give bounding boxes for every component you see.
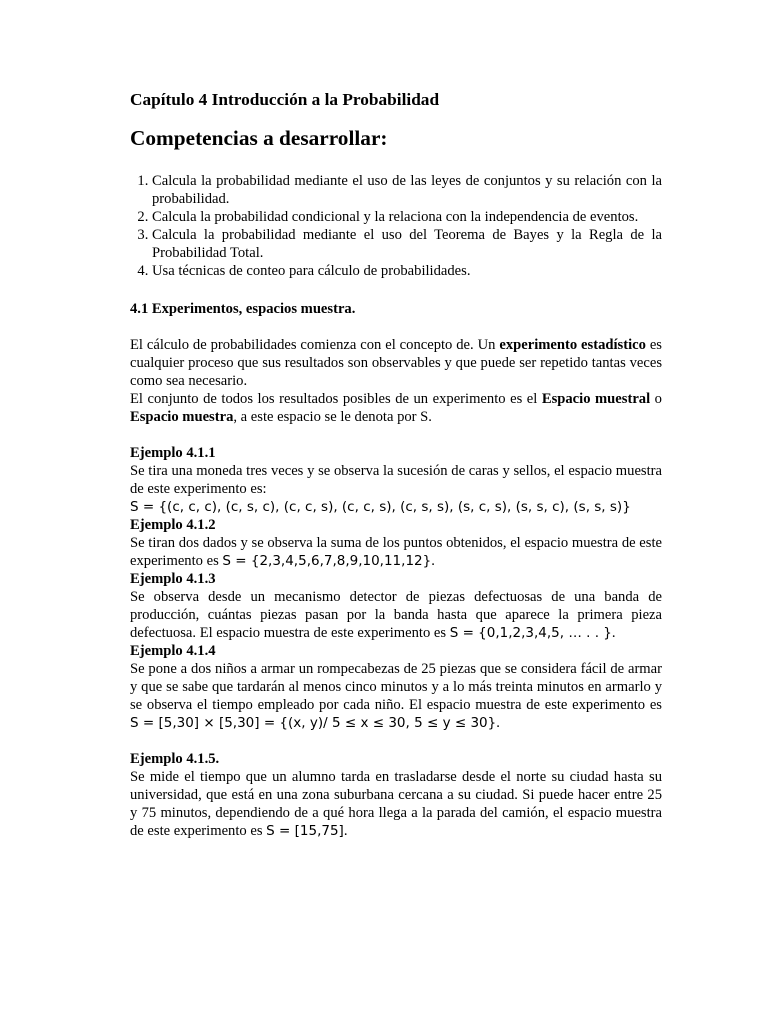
competencias-title: Competencias a desarrollar: — [130, 126, 388, 150]
example-text — [130, 534, 662, 570]
example-math-line — [130, 498, 662, 516]
example-text: Se tira una moneda tres veces y se observa la sucesión de caras y sellos, el espacio muestra de este experimento es: — [130, 463, 662, 497]
text-run: Se tiran dos dados y se observa la suma de los puntos obtenidos, el espacio muestra de este experimento es — [130, 535, 662, 569]
text-run: Se mide el tiempo que un alumno tarda en trasladarse desde el norte su ciudad hasta su universidad, que está en una zona suburbana cercana a su ciudad. Si puede hacer entre 25 y 75 minutos, dependiendo de a qué hora llega a la parada del camión, el espacio muestra de este experimento es — [130, 769, 662, 839]
list-item: 1. Calcula la probabilidad mediante el uso de las leyes de conjuntos y su relación con la probabilidad. — [152, 172, 662, 208]
text-run: . — [431, 553, 435, 569]
paragraph-experimento — [130, 336, 662, 390]
example-text — [130, 588, 662, 642]
math-expression: S = {2,3,4,5,6,7,8,9,10,11,12} — [222, 553, 432, 569]
chapter-title: Capítulo 4 Introducción a la Probabilidad — [130, 90, 440, 109]
list-item: 4. Usa técnicas de conteo para cálculo de probabilidades. — [152, 262, 662, 280]
bold-term-espacio-muestra: Espacio muestra — [130, 409, 234, 425]
bold-term-espacio-muestral: Espacio muestral — [541, 391, 651, 407]
text-run: Se pone a dos niños a armar un rompecabezas de 25 piezas que se considera fácil de armar y que se sabe que tardarán al menos cinco minutos y a lo más treinta minutos en armarlo y se observa el tiempo empleado por cada niño. El espacio muestra de este experimento es — [130, 661, 662, 713]
text-run: Se observa desde un mecanismo detector de piezas defectuosas de una banda de producción, cuántas piezas pasan por la banda hasta que aparece la primera pieza defectuosa. El espacio muestra de este experimento es — [130, 589, 662, 641]
math-expression: S = {0,1,2,3,4,5, … . . } — [449, 625, 612, 641]
example-title: Ejemplo 4.1.4 — [130, 643, 216, 659]
list-item: 2. Calcula la probabilidad condicional y la relaciona con la independencia de eventos. — [152, 208, 662, 226]
example-title: Ejemplo 4.1.2 — [130, 517, 216, 533]
example-text — [130, 660, 662, 732]
text-run: . — [611, 625, 616, 641]
text-run: El cálculo de probabilidades comienza con el concepto de. Un — [130, 337, 500, 353]
math-expression: S = [15,75] — [266, 823, 344, 839]
section-heading-4-1: 4.1 Experimentos, espacios muestra. — [130, 301, 356, 317]
math-expression: S = {(c, c, c), (c, s, c), (c, c, s), (c, c, s), (c, s, s), (s, c, s), (s, s, c), (s, s, s)} — [130, 499, 631, 515]
paragraph-espacio-muestral — [130, 390, 662, 426]
text-run: , a este espacio se le denota por S. — [233, 409, 432, 425]
document-page — [130, 88, 662, 840]
text-run: o — [650, 391, 662, 407]
competencias-list — [130, 172, 662, 280]
example-title: Ejemplo 4.1.1 — [130, 445, 216, 461]
example-title: Ejemplo 4.1.5. — [130, 751, 220, 767]
math-expression: S = [5,30] × [5,30] = {(x, y)/ 5 ≤ x ≤ 30, 5 ≤ y ≤ 30} — [130, 715, 497, 731]
text-run: . — [343, 823, 348, 839]
list-item: 3. Calcula la probabilidad mediante el uso del Teorema de Bayes y la Regla de la Probabilidad Total. — [152, 226, 662, 262]
example-title: Ejemplo 4.1.3 — [130, 571, 216, 587]
text-run: es cualquier proceso que sus resultados son observables y que puede ser repetido tantas veces como sea necesario. — [130, 337, 662, 389]
text-run: . — [496, 715, 500, 731]
example-text — [130, 768, 662, 840]
bold-term-experimento: experimento estadístico — [499, 337, 646, 353]
text-run: El conjunto de todos los resultados posibles de un experimento es el — [130, 391, 542, 407]
